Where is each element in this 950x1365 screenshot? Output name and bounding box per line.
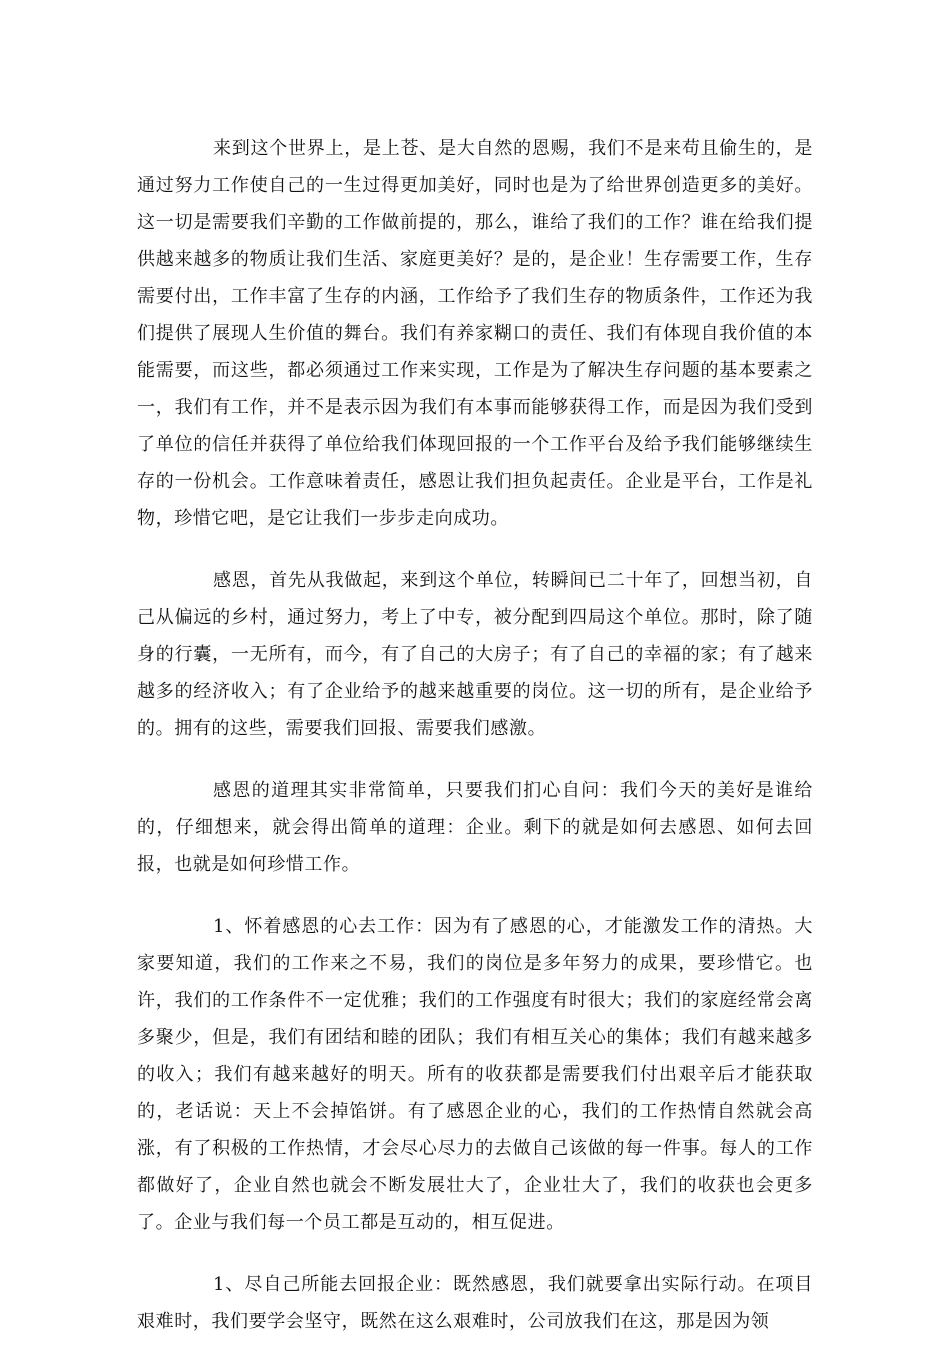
paragraph-3: 感恩的道理其实非常简单，只要我们扪心自问：我们今天的美好是谁给的，仔细想来，就会得出简单的道理：企业。剩下的就是如何去感恩、如何去回报，也就是如何珍惜工作。 (137, 780, 813, 875)
paragraph-4: 1、怀着感恩的心去工作：因为有了感恩的心，才能激发工作的清热。大家要知道，我们的工作来之不易，我们的岗位是多年努力的成果，要珍惜它。也许，我们的工作条件不一定优雅；我们的工作强度有时很大；我们的家庭经常会离多聚少，但是，我们有团结和睦的团队；我们有相互关心的集体；我们有越来越多的收入；我们有越来越好的明天。所有的收获都是需要我们付出艰辛后才能获取的，老话说：天上不会掉馅饼。有了感恩企业的心，我们的工作热情自然就会高涨，有了积极的工作热情，才会尽心尽力的去做自己该做的每一件事。每人的工作都做好了，企业自然也就会不断发展壮大了，企业壮大了，我们的收获也会更多了。企业与我们每一个员工都是互动的，相互促进。 (137, 916, 813, 1233)
paragraph-5: 1、尽自己所能去回报企业：既然感恩，我们就要拿出实际行动。在项目艰难时，我们要学会坚守，既然在这么艰难时，公司放我们在这，那是因为领 (137, 1274, 813, 1332)
paragraph-2: 感恩，首先从我做起，来到这个单位，转瞬间已二十年了，回想当初，自己从偏远的乡村，通过努力，考上了中专，被分配到四局这个单位。那时，除了随身的行囊，一无所有，而今，有了自己的大房子；有了自己的幸福的家；有了越来越多的经济收入；有了企业给予的越来越重要的岗位。这一切的所有，是企业给予的。拥有的这些，需要我们回报、需要我们感激。 (137, 570, 813, 739)
document-body (137, 130, 813, 1365)
paragraph-1: 来到这个世界上，是上苍、是大自然的恩赐，我们不是来苟且偷生的，是通过努力工作使自己的一生过得更加美好，同时也是为了给世界创造更多的美好。这一切是需要我们辛勤的工作做前提的，那么，谁给了我们的工作？谁在给我们提供越来越多的物质让我们生活、家庭更美好？是的，是企业！生存需要工作，生存需要付出，工作丰富了生存的内涵，工作给予了我们生存的物质条件，工作还为我们提供了展现人生价值的舞台。我们有养家糊口的责任、我们有体现自我价值的本能需要，而这些，都必须通过工作来实现，工作是为了解决生存问题的基本要素之一，我们有工作，并不是表示因为我们有本事而能够获得工作，而是因为我们受到了单位的信任并获得了单位给我们体现回报的一个工作平台及给予我们能够继续生存的一份机会。工作意味着责任，感恩让我们担负起责任。企业是平台，工作是礼物，珍惜它吧，是它让我们一步步走向成功。 (137, 138, 813, 529)
